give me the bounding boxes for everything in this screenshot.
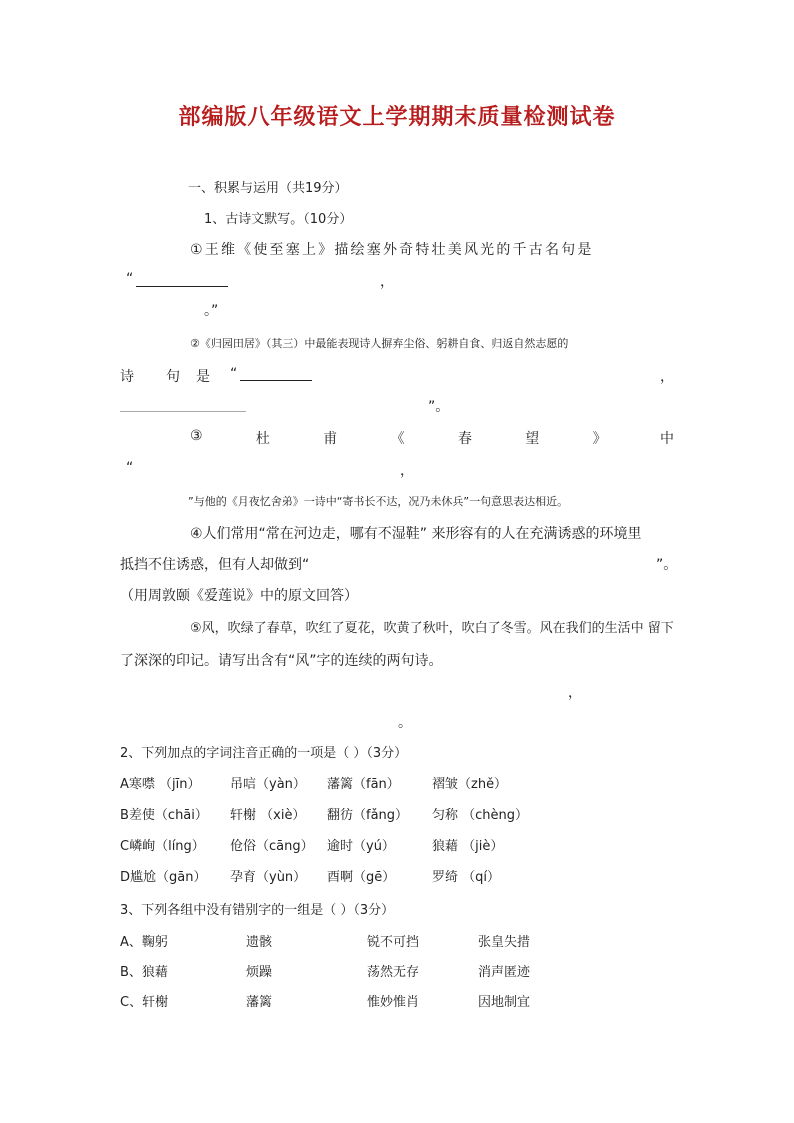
q1-p1-answer-blank-1[interactable] — [136, 286, 228, 287]
q1-p2-answer-blank-2[interactable] — [120, 411, 246, 412]
q1-p1-open-quote: “ — [126, 271, 134, 287]
q1-p5-line1: ⑤风，吹绿了春草，吹红了夏花，吹黄了秋叶，吹白了冬雪。风在我们的生活中 留下 — [190, 621, 674, 636]
q1-p3-char-1: ③ — [190, 428, 203, 444]
q2-option-a-word-4: 褶皱（zhě） — [432, 777, 508, 792]
q1-p2-char-1: 诗 — [120, 369, 134, 385]
q1-p2-char-2: 句 — [166, 369, 180, 385]
q1-heading: 1、古诗文默写。（10分） — [204, 212, 353, 227]
q1-p2-char-3: 是 — [196, 369, 210, 385]
q3-option-a-word-3: 锐不可挡 — [367, 935, 420, 950]
q1-p3-char-3: 甫 — [323, 431, 338, 447]
q3-option-a-word-2: 遗骸 — [246, 935, 273, 950]
q1-p2-text: ②《归园田居》（其三）中最能表现诗人摒弃尘俗、躬耕自食、归返自然志愿的 — [190, 337, 569, 350]
q1-p3-char-6: 望 — [525, 431, 540, 447]
q2-option-a-word-2: 吊唁（yàn） — [230, 777, 306, 792]
q3-option-c-word-3: 惟妙惟肖 — [367, 995, 420, 1010]
q2-option-c-word-2: 伧俗（cāng） — [230, 839, 314, 854]
q1-p3-line2: ”与他的《月夜忆舍弟》一诗中“寄书长不达，况乃未休兵”一句意思表达相近。 — [188, 495, 569, 508]
q1-p2-answer-blank-1[interactable] — [240, 380, 312, 381]
q2-option-d-word-2: 孕育（yùn） — [230, 870, 307, 885]
q1-p2-end: ”。 — [428, 399, 450, 415]
q2-option-b-word-3: 翻彷（fǎng） — [327, 808, 409, 823]
q1-p2-comma: ， — [660, 369, 674, 385]
q2-option-b-word-1: B差使（chāi） — [120, 808, 208, 823]
q1-p3-char-8: 中 — [659, 431, 674, 447]
section1-heading: 一、积累与运用（共19分） — [188, 181, 348, 196]
q1-p2-char-4: “ — [230, 366, 238, 382]
q1-p3-open-quote: “ — [126, 460, 134, 476]
q3-option-c-word-1: C、轩榭 — [120, 995, 169, 1010]
q2-option-c-word-1: C嶙峋（líng） — [120, 839, 205, 854]
q2-option-b-word-2: 轩榭 （xiè） — [230, 808, 306, 823]
q3-option-a-word-4: 张皇失措 — [478, 935, 531, 950]
q3-option-a-word-1: A、鞠躬 — [120, 935, 168, 950]
q3-option-b-word-2: 烦躁 — [246, 965, 273, 980]
q1-p3-char-7: 》 — [592, 431, 607, 447]
q2-option-d-word-4: 罗绮 （qí） — [432, 870, 500, 885]
q3-option-b-word-4: 消声匿迹 — [478, 965, 531, 980]
q1-p1-text: ①王维《使至塞上》描绘塞外奇特壮美风光的千古名句是 — [190, 242, 594, 258]
q1-p3-comma: ， — [400, 463, 414, 479]
q3-option-b-word-1: B、狼藉 — [120, 965, 168, 980]
q1-p4-line2-end: ”。 — [656, 557, 678, 573]
q1-p1-comma: ， — [380, 274, 394, 290]
q2-option-d-word-1: D尴尬（gān） — [120, 870, 207, 885]
q1-p5-line2: 了深深的印记。请写出含有“风”字的连续的两句诗。 — [120, 653, 443, 669]
q2-option-a-word-1: A寒噤 （jīn） — [120, 777, 201, 792]
q3-option-b-word-3: 荡然无存 — [367, 965, 420, 980]
q1-p4-line1: ④人们常用“常在河边走，哪有不湿鞋” 来形容有的人在充满诱惑的环境里 — [190, 526, 642, 542]
q1-p4-line2: 抵挡不住诱惑，但有人却做到“ — [120, 557, 310, 573]
q2-option-a-word-3: 藩篱（fān） — [327, 777, 400, 792]
q2-option-b-word-4: 匀称 （chèng） — [432, 808, 529, 823]
q1-p3-char-2: 杜 — [255, 431, 270, 447]
page-title: 部编版八年级语文上学期期末质量检测试卷 — [178, 104, 616, 130]
q1-p5-comma: ， — [568, 685, 582, 701]
q2-option-c-word-3: 逾时（yú） — [327, 839, 395, 854]
q1-p3-line1 — [190, 428, 674, 448]
q1-p3-char-5: 春 — [457, 431, 472, 447]
q2-option-c-word-4: 狼藉 （jiè） — [432, 839, 504, 854]
q2-option-d-word-3: 酉啊（gē） — [327, 870, 396, 885]
q3-heading: 3、下列各组中没有错别字的一组是（ ）（3分） — [120, 903, 395, 918]
q1-p4-line3: （用周敦颐《爱莲说》中的原文回答） — [120, 588, 358, 604]
q1-p5-period: 。 — [398, 715, 412, 731]
q1-p1-end: 。” — [204, 303, 219, 319]
q3-option-c-word-4: 因地制宜 — [478, 995, 531, 1010]
q2-heading: 2、下列加点的字词注音正确的一项是（ ）（3分） — [120, 746, 408, 761]
q3-option-c-word-2: 藩篱 — [246, 995, 273, 1010]
q1-p3-char-4: 《 — [390, 431, 405, 447]
